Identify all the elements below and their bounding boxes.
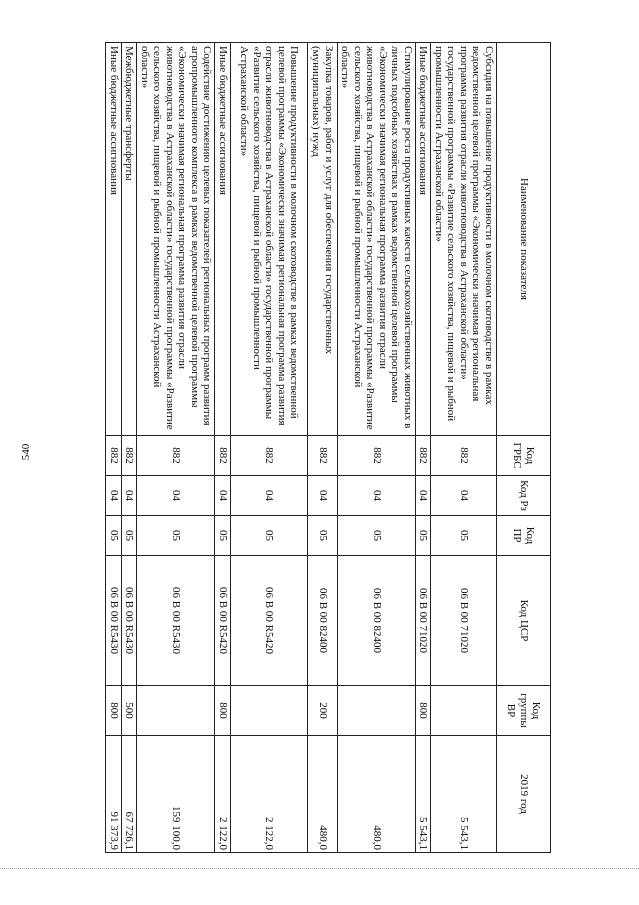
row-vr <box>338 686 416 736</box>
table-row <box>416 43 432 853</box>
row-amount: 5 543,1 <box>416 736 432 853</box>
row-grbs: 882 <box>106 436 122 476</box>
table-row <box>122 43 138 853</box>
row-vr: 500 <box>122 686 138 736</box>
row-name: Иные бюджетные ассигнования <box>106 43 122 436</box>
row-rz: 04 <box>137 476 215 516</box>
row-rz: 04 <box>338 476 416 516</box>
row-csr: 06 В 00 71020 <box>416 556 432 686</box>
row-pr: 05 <box>431 516 497 556</box>
row-grbs: 882 <box>122 436 138 476</box>
row-pr: 05 <box>122 516 138 556</box>
row-name: Содействие достижению целевых показателей региональных программ развития агропромышленного комплекса в рамках ведомственной целевой программы «Экономически значимая региональная программа развития отрасли животноводства в Астраханской области» государственной программы «Развитие сельского хозяйства, пищевой и рыбной промышленности Астраханской области» <box>137 43 215 436</box>
row-vr: 800 <box>106 686 122 736</box>
header-csr: Код ЦСР <box>497 556 551 686</box>
header-rz: Код Рз <box>497 476 551 516</box>
row-grbs: 882 <box>215 436 231 476</box>
row-grbs: 882 <box>231 436 308 476</box>
row-vr: 200 <box>308 686 338 736</box>
header-name: Наименование показателя <box>497 43 551 436</box>
row-rz: 04 <box>431 476 497 516</box>
table-row <box>308 43 338 853</box>
row-vr <box>137 686 215 736</box>
table-row <box>215 43 231 853</box>
row-amount: 480,0 <box>308 736 338 853</box>
row-pr: 05 <box>231 516 308 556</box>
row-name: Иные бюджетные ассигнования <box>416 43 432 436</box>
budget-table <box>106 42 552 853</box>
table-row <box>431 43 497 853</box>
row-csr: 06 В 00 82400 <box>308 556 338 686</box>
row-vr <box>431 686 497 736</box>
row-amount: 5 543,1 <box>431 736 497 853</box>
row-amount: 2 122,0 <box>215 736 231 853</box>
row-csr: 06 В 00 R5420 <box>231 556 308 686</box>
page-number: 540 <box>20 443 32 461</box>
row-csr: 06 В 00 R5420 <box>215 556 231 686</box>
row-pr: 05 <box>308 516 338 556</box>
row-pr: 05 <box>137 516 215 556</box>
row-pr: 05 <box>215 516 231 556</box>
row-csr: 06 В 00 R5430 <box>122 556 138 686</box>
header-pr: Код ПР <box>497 516 551 556</box>
row-amount: 2 122,0 <box>231 736 308 853</box>
row-amount: 480,0 <box>338 736 416 853</box>
table-row <box>231 43 308 853</box>
row-csr: 06 В 00 71020 <box>431 556 497 686</box>
row-name: Повышение продуктивности в молочном скотоводстве в рамках ведомственной целевой программы «Экономически значимая региональная программа развития отрасли животноводства в Астраханской области» государственной программы «Развитие сельского хозяйства, пищевой и рыбной промышленности Астраханской области» <box>231 43 308 436</box>
row-grbs: 882 <box>431 436 497 476</box>
table-row <box>137 43 215 853</box>
row-grbs: 882 <box>338 436 416 476</box>
row-rz: 04 <box>308 476 338 516</box>
row-amount: 67 726,1 <box>122 736 138 853</box>
budget-table-container <box>110 42 551 852</box>
row-vr: 800 <box>215 686 231 736</box>
table-row <box>106 43 122 853</box>
row-amount: 91 373,9 <box>106 736 122 853</box>
row-grbs: 882 <box>416 436 432 476</box>
row-pr: 05 <box>416 516 432 556</box>
row-pr: 05 <box>338 516 416 556</box>
row-rz: 04 <box>106 476 122 516</box>
row-name: Стимулирование роста продуктивных качеств сельскохозяйственных животных в личных подсобных хозяйствах в рамках ведомственной целевой программы «Экономически значимая региональная программа развития отрасли животноводства в Астраханской области» государственной программы «Развитие сельского хозяйства, пищевой и рыбной промышленности Астраханской области» <box>338 43 416 436</box>
row-rz: 04 <box>416 476 432 516</box>
header-grbs: Код ГРБС <box>497 436 551 476</box>
header-vr: Код группы ВР <box>497 686 551 736</box>
row-rz: 04 <box>231 476 308 516</box>
row-csr: 06 В 00 82400 <box>338 556 416 686</box>
table-header-row <box>497 43 551 853</box>
row-csr: 06 В 00 R5430 <box>106 556 122 686</box>
row-name: Закупка товаров, работ и услуг для обеспечения государственных (муниципальных) нужд <box>308 43 338 436</box>
page-bottom-rule <box>0 868 639 869</box>
row-csr: 06 В 00 R5430 <box>137 556 215 686</box>
row-name: Иные бюджетные ассигнования <box>215 43 231 436</box>
header-year: 2019 год <box>497 736 551 853</box>
row-name: Межбюджетные трансферты <box>122 43 138 436</box>
row-rz: 04 <box>122 476 138 516</box>
row-amount: 159 100,0 <box>137 736 215 853</box>
row-rz: 04 <box>215 476 231 516</box>
row-grbs: 882 <box>137 436 215 476</box>
row-grbs: 882 <box>308 436 338 476</box>
row-vr <box>231 686 308 736</box>
table-row <box>338 43 416 853</box>
row-pr: 05 <box>106 516 122 556</box>
row-vr: 800 <box>416 686 432 736</box>
row-name: Субсидия на повышение продуктивности в молочном скотоводстве в рамках ведомственной целевой программы «Экономически значимая региональная программа развития отрасли животноводства в Астраханской области» государственной программы «Развитие сельского хозяйства, пищевой и рыбной промышленности Астраханской области» <box>431 43 497 436</box>
